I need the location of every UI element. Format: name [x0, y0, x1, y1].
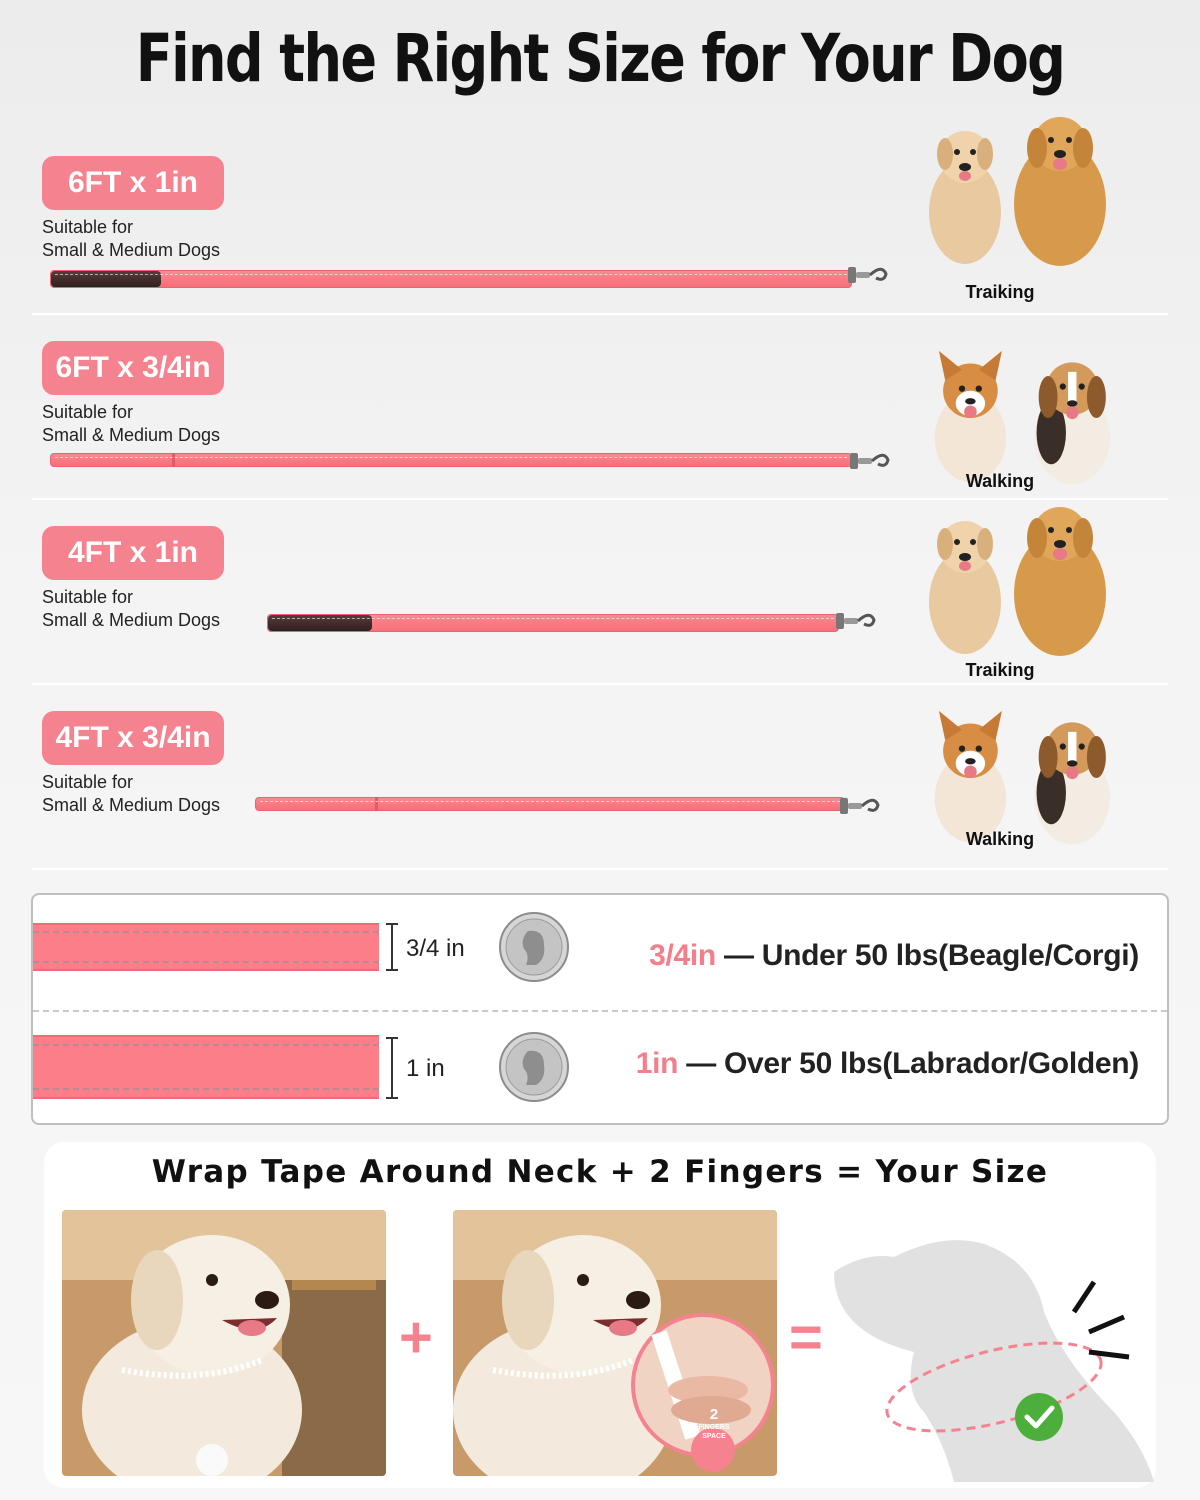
fingers-space-badge: 2 FINGERS SPACE [698, 1406, 730, 1440]
width-bracket-icon [386, 1037, 398, 1099]
leash-clip-icon [850, 450, 890, 472]
quarter-coin-icon [498, 911, 570, 983]
strap-1in-image [33, 1035, 379, 1099]
dog-fingers-photo [453, 1210, 777, 1476]
size-badge: 6FT x 1in [42, 156, 224, 210]
quarter-coin-icon [498, 1031, 570, 1103]
suitable-text: Suitable for Small & Medium Dogs [42, 587, 221, 630]
leash-clip-icon [848, 264, 888, 286]
size-row-6ft-3-4in [0, 327, 1200, 512]
dog-photos-labrador-golden [910, 502, 1120, 662]
activity-label: Traiking [965, 282, 1035, 302]
page-title: Find the Right Size for Your Dog [135, 20, 1065, 97]
size-row-4ft-1in [0, 512, 1200, 697]
width-label: 1 in [406, 1055, 445, 1082]
leash-image [50, 270, 852, 288]
measure-guide-panel [44, 1142, 1156, 1488]
dog-silhouette-collar-icon [834, 1232, 1154, 1482]
equals-sign: = [789, 1305, 823, 1370]
leash-clip-icon [840, 795, 880, 817]
size-badge: 4FT x 3/4in [42, 711, 224, 765]
width-description: 3/4in — Under 50 lbs(Beagle/Corgi) [649, 939, 1139, 972]
size-badge: 6FT x 3/4in [42, 341, 224, 395]
suitable-text: Suitable for Small & Medium Dogs [42, 402, 221, 445]
width-description: 1in — Over 50 lbs(Labrador/Golden) [635, 1047, 1139, 1080]
activity-label: Walking [965, 829, 1035, 849]
size-row-6ft-1in [0, 142, 1200, 327]
activity-label: Traiking [965, 660, 1035, 680]
size-badge: 4FT x 1in [42, 526, 224, 580]
leash-image [267, 614, 839, 632]
size-row-4ft-3-4in [0, 697, 1200, 882]
strap-3-4in-image [33, 923, 379, 971]
leash-image [50, 453, 852, 467]
suitable-text: Suitable for Small & Medium Dogs [42, 772, 221, 815]
leash-image [255, 797, 845, 811]
leash-clip-icon [836, 610, 876, 632]
width-label: 3/4 in [406, 935, 465, 962]
width-comparison-panel [31, 893, 1169, 1125]
plus-sign: + [399, 1305, 433, 1370]
width-bracket-icon [386, 923, 398, 971]
activity-label: Walking [965, 471, 1035, 491]
suitable-text: Suitable for Small & Medium Dogs [42, 217, 221, 260]
dog-photos-labrador-golden [910, 112, 1120, 272]
dog-tape-photo [62, 1210, 386, 1476]
measure-title: Wrap Tape Around Neck + 2 Fingers = Your Size [151, 1154, 1049, 1190]
